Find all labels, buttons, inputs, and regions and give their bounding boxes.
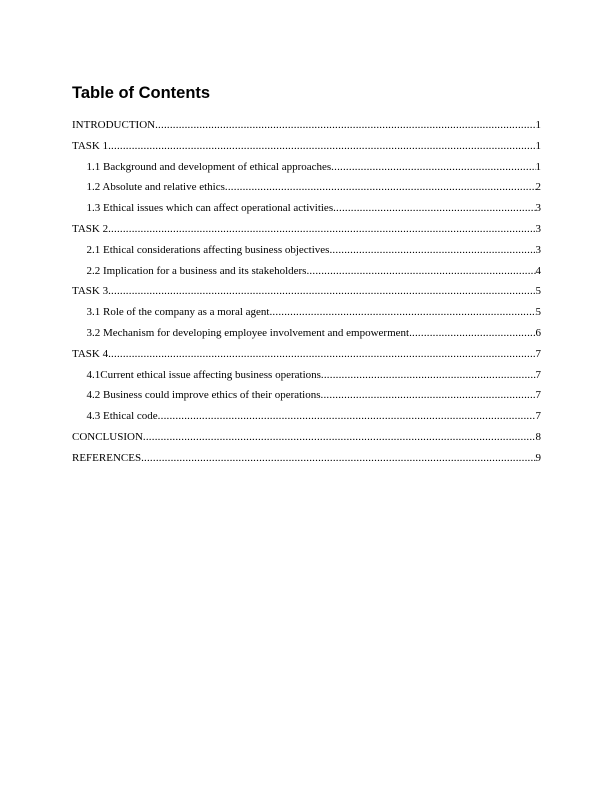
toc-entry-text: 2.2 Implication for a business and its stakeholders — [86, 264, 307, 277]
toc-entry[interactable] — [72, 406, 541, 427]
toc-dot-leader — [108, 344, 535, 365]
toc-title: Table of Contents — [72, 84, 211, 102]
toc-dot-leader — [108, 219, 535, 240]
toc-dot-leader — [143, 427, 536, 448]
toc-page-number: 9 — [535, 451, 541, 464]
toc-page-number: 1 — [535, 139, 541, 152]
toc-entry[interactable] — [72, 177, 541, 198]
toc-dot-leader — [158, 406, 536, 427]
toc-page-number: 6 — [535, 326, 541, 339]
toc-entry-text: TASK 4 — [72, 347, 109, 360]
toc-entry-text: 4.1Current ethical issue affecting business operations — [86, 368, 321, 381]
toc-entry[interactable] — [72, 115, 541, 136]
toc-entry[interactable] — [72, 448, 541, 469]
toc-dot-leader — [329, 240, 535, 261]
toc-dot-leader — [225, 177, 536, 198]
toc-entry-text: 2.1 Ethical considerations affecting business objectives — [86, 243, 330, 256]
toc-entry[interactable] — [72, 365, 541, 386]
toc-dot-leader — [155, 115, 535, 136]
toc-dot-leader — [409, 323, 535, 344]
toc-page-number: 7 — [535, 389, 541, 402]
toc-page-number: 2 — [535, 181, 541, 194]
toc-page-number: 8 — [535, 430, 541, 443]
toc-page-number: 7 — [535, 347, 541, 360]
toc-page-number: 3 — [535, 243, 541, 256]
toc-page-number: 5 — [535, 306, 541, 319]
toc-entry-text: 4.3 Ethical code — [86, 410, 158, 423]
toc-entry-text: INTRODUCTION — [72, 119, 156, 131]
toc-entry[interactable] — [72, 136, 541, 157]
toc-entry[interactable] — [72, 323, 541, 344]
toc-entry-text: CONCLUSION — [72, 430, 143, 443]
toc-entry-text: REFERENCES — [72, 451, 142, 464]
toc-page-number: 7 — [535, 410, 541, 423]
toc-entry[interactable] — [72, 219, 541, 240]
toc-page-number: 5 — [535, 285, 541, 298]
toc-dot-leader — [141, 448, 535, 469]
toc-entry[interactable] — [72, 281, 541, 302]
toc-entry-text: 1.3 Ethical issues which can affect operational activities — [86, 202, 334, 215]
toc-page-number: 1 — [535, 160, 541, 173]
toc-entry-text: 3.1 Role of the company as a moral agent — [86, 306, 270, 319]
toc-page-number: 7 — [535, 368, 541, 381]
toc-dot-leader — [331, 157, 535, 178]
toc-page-number: 1 — [535, 119, 541, 131]
toc-page-number: 3 — [535, 222, 541, 235]
toc-entry-text: 1.2 Absolute and relative ethics — [86, 181, 225, 194]
toc-dot-leader — [333, 198, 535, 219]
toc-entry-text: TASK 1 — [72, 139, 109, 152]
toc-dot-leader — [321, 365, 536, 386]
toc-entry[interactable] — [72, 427, 541, 448]
toc-entry[interactable] — [72, 261, 541, 282]
toc-entry[interactable] — [72, 198, 541, 219]
toc-entry-text: 1.1 Background and development of ethical approaches — [86, 160, 332, 173]
toc-entry[interactable] — [72, 385, 541, 406]
toc-page-number: 4 — [535, 264, 541, 277]
toc-entry-text: 4.2 Business could improve ethics of their operations — [86, 389, 321, 402]
toc-entry[interactable] — [72, 240, 541, 261]
toc-dot-leader — [269, 302, 535, 323]
toc-page-number: 3 — [535, 202, 541, 215]
toc-entry-text: TASK 2 — [72, 222, 109, 235]
toc-list — [72, 115, 541, 469]
toc-dot-leader — [321, 385, 536, 406]
toc-dot-leader — [108, 136, 535, 157]
toc-entry-text: 3.2 Mechanism for developing employee involvement and empowerment — [86, 326, 410, 339]
toc-entry[interactable] — [72, 157, 541, 178]
toc-entry[interactable] — [72, 302, 541, 323]
toc-dot-leader — [306, 261, 535, 282]
toc-entry[interactable] — [72, 344, 541, 365]
toc-entry-text: TASK 3 — [72, 285, 109, 298]
toc-dot-leader — [108, 281, 535, 302]
